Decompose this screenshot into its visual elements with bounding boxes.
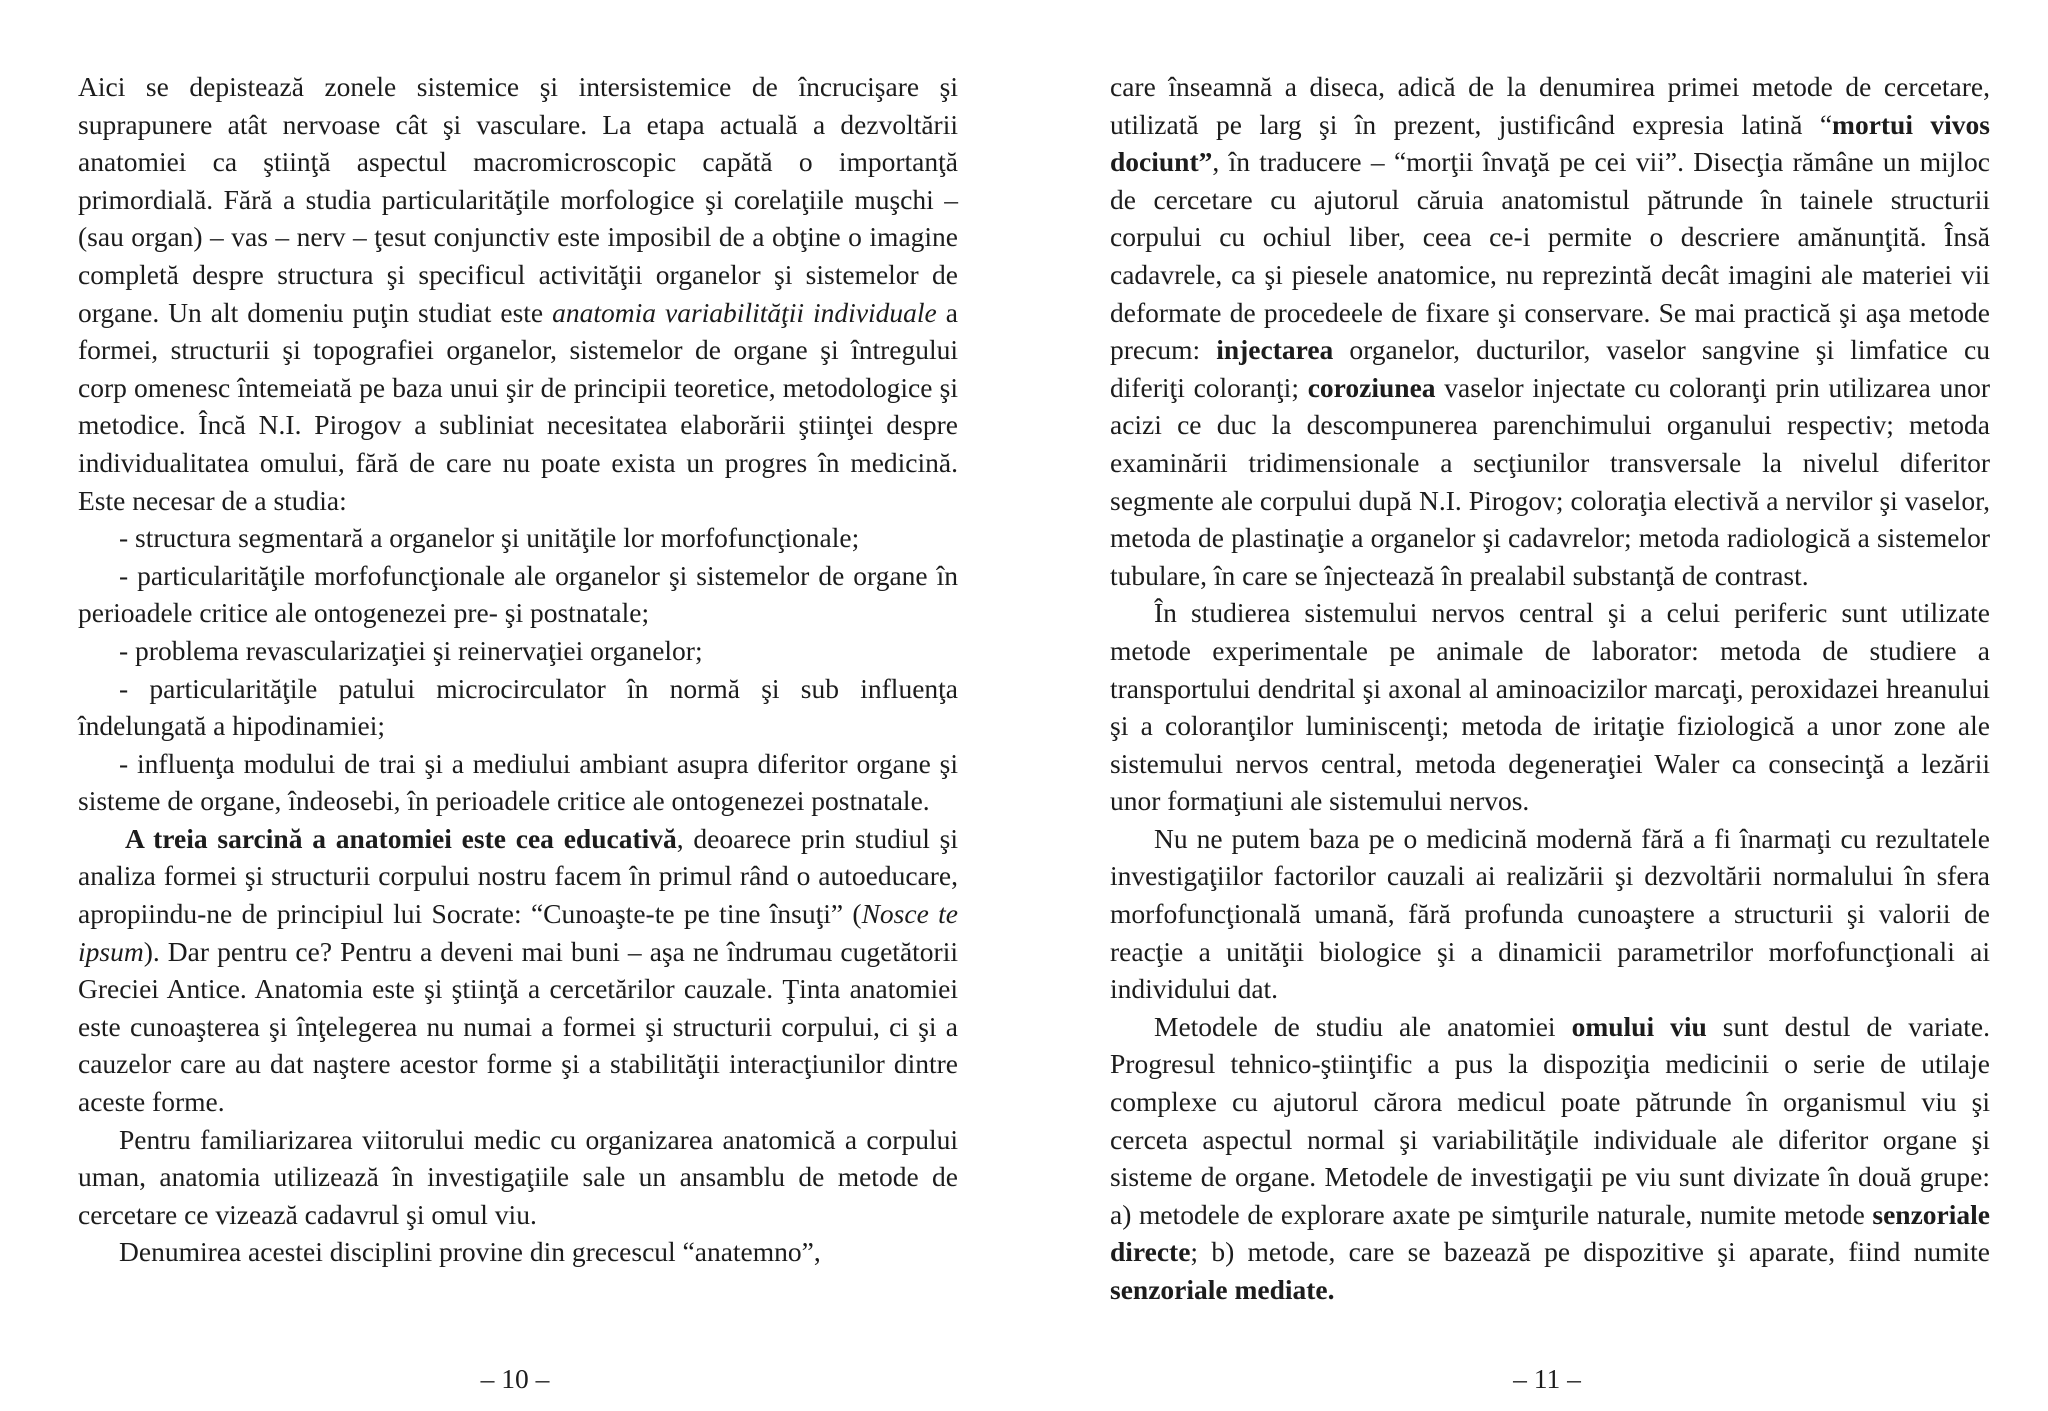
left-paragraph-2: [78, 820, 958, 1121]
italic-term: anatomia variabilităţii individuale: [552, 296, 937, 328]
text-run: ). Dar pentru ce? Pentru a deveni mai buni – aşa ne îndrumau cugetătorii Greciei Antice. Anatomia este şi ştiinţă a cercetărilor cauzale. Ţinta anatomiei este cunoaşterea şi înţelegerea nu numai a formei şi structurii corpului, ci şi a cauzelor care au dat naştere acestor forme şi a stabilităţii interacţiunilor dintre aceste forme.: [78, 935, 958, 1118]
right-paragraph-1: [1110, 68, 1990, 594]
list-item: - influenţa modului de trai şi a mediului ambiant asupra diferitor organe şi sisteme de organe, îndeosebi, în perioadele critice ale ontogenezei postnatale.: [78, 747, 958, 817]
text-run: sunt destul de variate. Progresul tehnico-ştiinţific a pus la dispoziţia medicinii o serie de utilaje complexe cu ajutorul cărora medicul poate pătrunde în organismul viu şi cerceta aspectul normal şi variabilităţile individuale ale diferitor organe şi sisteme de organe. Metodele de investigaţii pe viu sunt divizate în două grupe: a) metodele de explorare axate pe simţurile naturale, numite metode: [1110, 1010, 1990, 1230]
left-paragraph-3: Pentru familiarizarea viitorului medic cu organizarea anatomică a corpului uman, anatomia utilizează în investigaţiile sale un ansamblu de metode de cercetare ce vizează cadavrul şi omul viu.: [78, 1123, 958, 1230]
right-paragraph-3: Nu ne putem baza pe o medicină modernă fără a fi înarmaţi cu rezultatele investigaţiilor factorilor cauzali ai realizării şi dezvoltării normalului în sfera morfofuncţională umană, fără profunda cunoaştere a structurii şi valorii de reacţie a unităţii biologice şi a dinamicii parametrilor morfofuncţionali ai individului dat.: [1110, 822, 1990, 1005]
text-run: , deoarece prin studiul şi analiza formei şi structurii corpului nostru facem în primul rând o autoeducare, apropiindu-ne de principiul lui Socrate: “Cunoaşte-te pe tine însuţi” (: [78, 822, 959, 930]
text-run: vaselor injectate cu coloranţi prin utilizarea unor acizi ce duc la descompunerea parenchimului organului respectiv; metoda examinării tridimensionale a secţiunilor transversale la nivelul diferitor segmente ale corpului după N.I. Pirogov; coloraţia electivă a nervilor şi vaselor, metoda de plastinaţie a organelor şi cadavrelor; metoda radiologică a sistemelor tubulare, în care se înjectează în prealabil substanţă de contrast.: [1110, 371, 1990, 591]
bold-term: senzoriale mediate.: [1110, 1274, 1335, 1305]
text-run: Metodele de studiu ale anatomiei: [1154, 1010, 1572, 1042]
bold-term: mortui vivos dociunt”: [1110, 108, 1990, 178]
italic-term: Nosce te ipsum: [78, 898, 958, 967]
left-page: [78, 68, 958, 1271]
list-item: - particularităţile morfofuncţionale ale organelor şi sistemelor de organe în perioadele critice ale ontogenezei pre- şi postnatale;: [78, 559, 958, 629]
bold-term: coroziunea: [1307, 371, 1436, 403]
bold-term: injectarea: [1216, 334, 1334, 366]
bold-term: omului viu: [1571, 1010, 1707, 1042]
text-run: Aici se depistează zonele sistemice şi intersistemice de încrucişare şi suprapunere atât nervoase cât şi vasculare. La etapa actuală a dezvoltării anatomiei ca ştiinţă aspectul macromicroscopic capătă o importanţă primordială. Fără a studia particularităţile morfologice şi corelaţiile muşchi – (sau organ) – vas – nerv – ţesut conjunctiv este imposibil de a obţine o imagine completă despre structura şi specificul activităţii organelor şi sistemelor de organe. Un alt domeniu puţin studiat este: [78, 71, 958, 328]
list-item: - problema revascularizaţiei şi reinervaţiei organelor;: [119, 634, 703, 666]
right-page: [1110, 68, 1990, 1309]
bold-lead: A treia sarcină a anatomiei este cea educativă: [125, 822, 677, 854]
text-run: a formei, structurii şi topografiei organelor, sistemelor de organe şi întregului corp omenesc întemeiată pe baza unui şir de principii teoretice, metodologice şi metodice. Încă N.I. Pirogov a subliniat necesitatea elaborării ştiinţei despre individualitatea omului, fără de care nu poate exista un progres în medicină. Este necesar de a studia:: [78, 296, 958, 516]
text-run: organelor, ducturilor, vaselor sangvine şi limfatice cu diferiţi coloranţi;: [1110, 334, 1990, 403]
left-paragraph-4: Denumirea acestei disciplini provine din grecescul “anatemno”,: [119, 1236, 821, 1268]
left-paragraph-1: [78, 68, 958, 519]
page-number-right: – 11 –: [1513, 1363, 1581, 1394]
page-number-left: – 10 –: [480, 1363, 550, 1394]
list-item: - structura segmentară a organelor şi unităţile lor morfofuncţionale;: [119, 522, 860, 554]
text-run: care înseamnă a diseca, adică de la denumirea primei metode de cercetare, utilizată pe larg şi în prezent, justificând expresia latină “: [1110, 71, 1990, 140]
right-paragraph-2: În studierea sistemului nervos central şi a celui periferic sunt utilizate metode experimentale pe animale de laborator: metoda de studiere a transportului dendrital şi axonal al aminoacizilor marcaţi, peroxidazei hreanului şi a coloranţilor luminiscenţi; metoda de iritaţie fiziologică a unor zone ale sistemului nervos central, metoda degeneraţiei Waler ca consecinţă a lezării unor formaţiuni ale sistemului nervos.: [1110, 597, 1990, 817]
right-paragraph-4: [1110, 1008, 1990, 1309]
text-run: ; b) metode, care se bazează pe dispozitive şi aparate, fiind numite: [1190, 1236, 1990, 1268]
list-item: - particularităţile patului microcirculator în normă şi sub influenţa îndelungată a hipodinamiei;: [78, 672, 958, 742]
text-run: , în traducere – “morţii învaţă pe cei vii”. Disecţia rămâne un mijloc de cercetare cu ajutorul căruia anatomistul pătrunde în tainele structurii corpului cu ochiul liber, ceea ce-i permite o descriere amănunţită. Însă cadavrele, ca şi piesele anatomice, nu reprezintă decât imagini ale materiei vii deformate de procedeele de fixare şi conservare. Se mai practică şi aşa metode precum:: [1110, 146, 1990, 366]
bold-term: senzoriale directe: [1110, 1198, 1990, 1268]
